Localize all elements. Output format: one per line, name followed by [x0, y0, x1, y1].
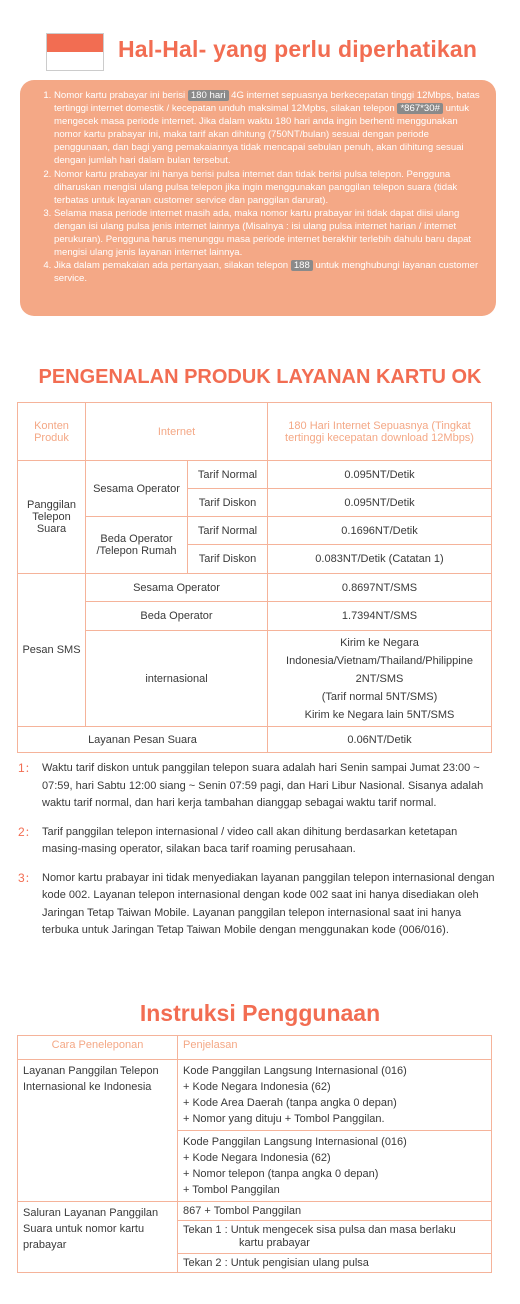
highlight-ussd-code: *867*30# — [397, 103, 442, 114]
notice-box — [20, 80, 496, 316]
voicemail-value: 0.06NT/Detik — [268, 727, 492, 753]
voice-diff-discount-value: 0.083NT/Detik (Catatan 1) — [268, 545, 492, 574]
header-cell-internet-plan: 180 Hari Internet Sepuasnya (Tingkat tertinggi kecepatan download 12Mbps) — [268, 403, 492, 461]
voice-diff-operator: Beda Operator /Telepon Rumah — [86, 517, 188, 574]
voice-diff-normal-label: Tarif Normal — [188, 517, 268, 545]
instructions-title: Instruksi Penggunaan — [139, 1000, 381, 1026]
voicemail-label: Layanan Pesan Suara — [18, 727, 268, 753]
sms-diff-operator: Beda Operator — [86, 602, 268, 631]
instr-row1-a: Kode Panggilan Langsung Internasional (016) + Kode Negara Indonesia (62) + Kode Area Daerah (tanpa angka 0 depan) + Nomor yang dituju + Tombol Panggilan. — [178, 1060, 492, 1131]
notice-item-4: 4. Jika dalam pemakaian ada pertanyaan, silakan telepon 188 untuk menghubungi layanan customer service. — [54, 259, 482, 285]
instr-header-method: Cara Peneleponan — [18, 1036, 178, 1060]
sms-same-operator: Sesama Operator — [86, 574, 268, 602]
product-section-title: PENGENALAN PRODUK LAYANAN KARTU OK — [38, 366, 482, 388]
page-title: Hal-Hal- yang perlu diperhatikan — [118, 36, 478, 62]
indonesia-flag-icon — [46, 33, 104, 71]
sms-same-value: 0.8697NT/SMS — [268, 574, 492, 602]
sms-label: Pesan SMS — [18, 574, 86, 727]
note-3: 3： Nomor kartu prabayar ini tidak menyediakan layanan panggilan telepon internasional dengan kode 002. Layanan telepon internasional dengan kode 002 saat ini hanya disediakan oleh Jaringan Tetap Taiwan Mobile. Layanan panggilan telepon internasional saat ini hanya terbuka untuk Jaringan Tetap Taiwan Mobile dengan menggunakan kode (006/016). — [18, 870, 495, 936]
instr-row1-b: Kode Panggilan Langsung Internasional (016) + Kode Negara Indonesia (62) + Nomor telepon (tanpa angka 0 depan) + Tombol Panggilan — [178, 1131, 492, 1202]
instr-row2-b: Tekan 1 : Untuk mengecek sisa pulsa dan masa berlaku kartu prabayar — [178, 1221, 492, 1254]
notice-item-3: 3. Selama masa periode internet masih ada, maka nomor kartu prabayar ini tidak dapat diisi ulang dengan isi ulang pulsa jenis internet lainnya (Misalnya : isi ulang pulsa internet harian / internet perukuran). Pengguna harus menunggu masa periode internet berakhir terlebih dahulu baru dapat mengisi ulang jenis layanan internet lainnya. — [54, 207, 482, 259]
instructions-table — [17, 1035, 492, 1273]
note-1: 1： Waktu tarif diskon untuk panggilan telepon suara adalah hari Senin sampai Jumat 23:00 ~ 07:59, hari Sabtu 12:00 siang ~ Senin 07:59 pagi, dan Hari Libur Nasional. Sisanya adalah waktu tarif normal, dan hari kerja tambahan dianggap sebagai waktu tarif normal. — [18, 761, 484, 809]
instr-row2-label: Saluran Layanan Panggilan Suara untuk nomor kartu prabayar — [18, 1202, 178, 1273]
voice-same-normal-value: 0.095NT/Detik — [268, 461, 492, 489]
note-2: 2： Tarif panggilan telepon internasional / video call akan dihitung berdasarkan ketetapan masing-masing operator, silakan baca tarif roaming perusahaan. — [18, 824, 458, 855]
voice-same-discount-value: 0.095NT/Detik — [268, 489, 492, 517]
voice-same-discount-label: Tarif Diskon — [188, 489, 268, 517]
highlight-188: 188 — [291, 260, 313, 271]
notice-item-1: 1. Nomor kartu prabayar ini berisi 180 hari 4G internet sepuasnya berkecepatan tinggi 12Mbps, batas tertinggi internet domestik / kecepatan unduh maksimal 12Mpbs, silakan telepon *867*30# untuk mengecek masa periode internet. Jika dalam waktu 180 hari anda ingin berhenti menggunakan nomor kartu prabayar ini, maka tarif akan dihitung (750NT/bulan) sesuai dengan periode penggunaan, dan bagi yang pemakaiannya tidak mencapai sebulan penuh, akan dihitung sesuai dengan jumlah hari dalam bulan tersebut. — [54, 89, 482, 168]
voice-diff-discount-label: Tarif Diskon — [188, 545, 268, 574]
header-cell-internet: Internet — [86, 403, 268, 461]
notice-item-2: 2. Nomor kartu prabayar ini hanya berisi pulsa internet dan tidak berisi pulsa telepon. Pengguna diharuskan mengisi ulang pulsa telepon jika ingin menggunakan panggilan telepon suara (tidak terbatas untuk layanan customer service dan panggilan darurat). — [54, 168, 482, 207]
header — [0, 28, 520, 76]
sms-diff-value: 1.7394NT/SMS — [268, 602, 492, 631]
notes-list — [18, 760, 498, 951]
highlight-180-hari: 180 hari — [188, 90, 229, 101]
sms-intl-value: Kirim ke Negara Indonesia/Vietnam/Thailand/Philippine 2NT/SMS (Tarif normal 5NT/SMS) Kirim ke Negara lain 5NT/SMS — [268, 631, 492, 727]
instr-row1-label: Layanan Panggilan Telepon Internasional ke Indonesia — [18, 1060, 178, 1202]
sms-international: internasional — [86, 631, 268, 727]
voice-same-normal-label: Tarif Normal — [188, 461, 268, 489]
voice-same-operator: Sesama Operator — [86, 461, 188, 517]
instr-header-explanation: Penjelasan — [178, 1036, 492, 1060]
voice-call-label: Panggilan Telepon Suara — [18, 461, 86, 574]
header-cell-konten: Konten Produk — [18, 403, 86, 461]
instr-row2-c: Tekan 2 : Untuk pengisian ulang pulsa — [178, 1254, 492, 1273]
product-table — [17, 402, 492, 753]
instr-row2-a: 867 + Tombol Panggilan — [178, 1202, 492, 1221]
voice-diff-normal-value: 0.1696NT/Detik — [268, 517, 492, 545]
